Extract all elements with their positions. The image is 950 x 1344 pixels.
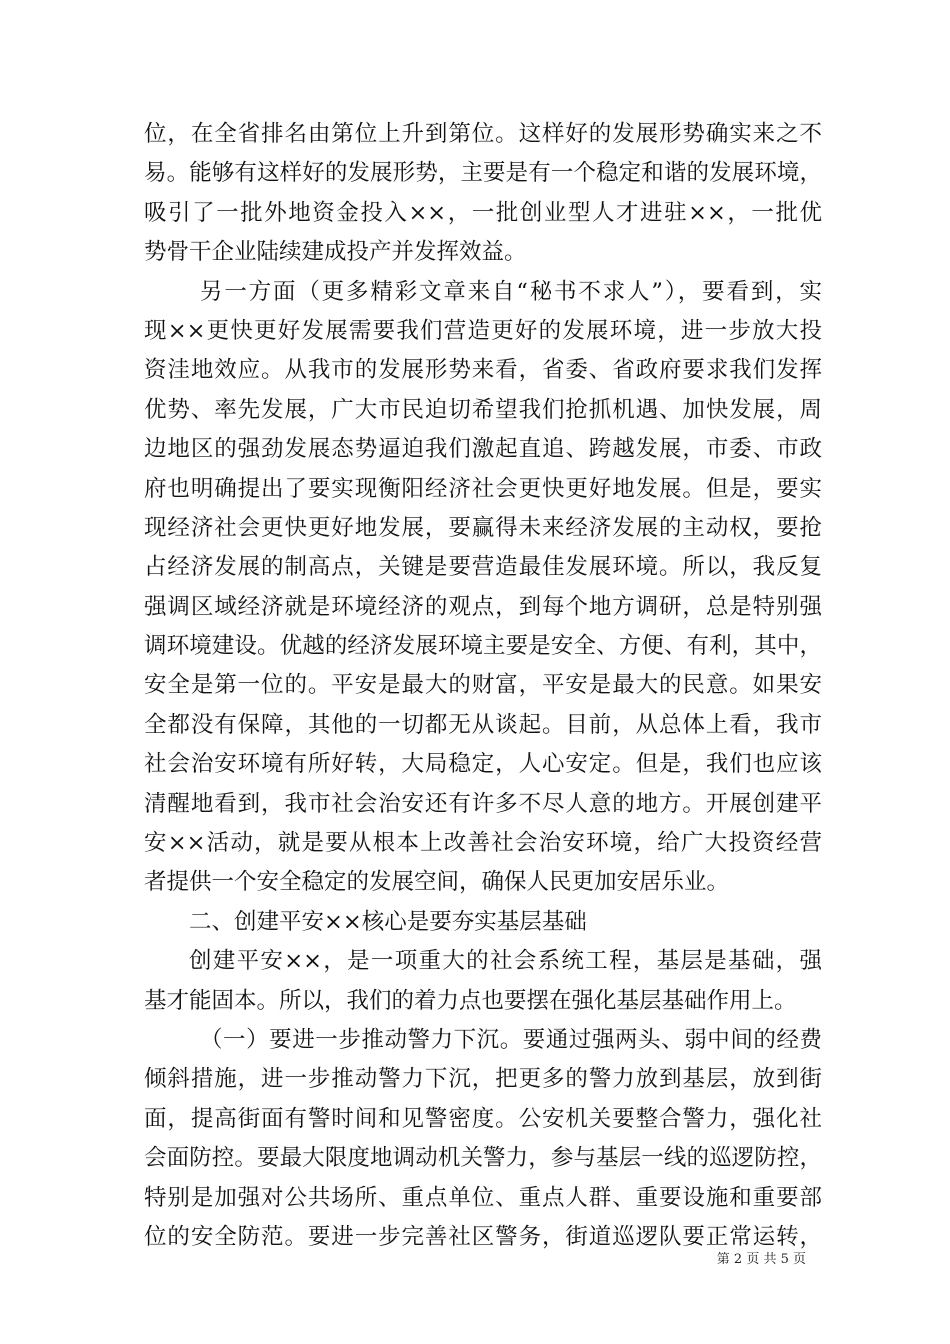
text-line: 面，提高街面有警时间和见警密度。公安机关要整合警力，强化社 [144, 1105, 822, 1132]
text-line: 边地区的强劲发展态势逼迫我们激起直追、跨越发展，市委、市政 [144, 436, 822, 463]
text-line: 特别是加强对公共场所、重点单位、重点人群、重要设施和重要部 [144, 1184, 822, 1211]
text-line: 现××更快更好发展需要我们营造更好的发展环境，进一步放大投 [144, 317, 822, 344]
text-line: 安××活动，就是要从根本上改善社会治安环境，给广大投资经营 [144, 830, 822, 857]
text-line: 清醒地看到，我市社会治安还有许多不尽人意的地方。开展创建平 [144, 790, 822, 817]
text-line: 会面防控。要最大限度地调动机关警力，参与基层一线的巡逻防控， [144, 1145, 822, 1172]
text-line: 资洼地效应。从我市的发展形势来看，省委、省政府要求我们发挥 [144, 357, 822, 384]
text-line: 强调区域经济就是环境经济的观点，到每个地方调研，总是特别强 [144, 593, 822, 620]
text-line: 另一方面（更多精彩文章来自“秘书不求人”），要看到，实 [200, 278, 822, 305]
text-line: 吸引了一批外地资金投入××，一批创业型人才进驻××，一批优 [144, 199, 822, 226]
text-line: （一）要进一步推动警力下沉。要通过强两头、弱中间的经费 [200, 1026, 822, 1053]
text-line: 势骨干企业陆续建成投产并发挥效益。 [144, 239, 527, 266]
text-line: 位，在全省排名由第位上升到第位。这样好的发展形势确实来之不 [144, 121, 822, 147]
text-line: 位的安全防范。要进一步完善社区警务，街道巡逻队要正常运转， [144, 1223, 822, 1250]
text-line: 社会治安环境有所好转，大局稳定，人心安定。但是，我们也应该 [144, 751, 822, 778]
text-line: 易。能够有这样好的发展形势，主要是有一个稳定和谐的发展环境， [144, 160, 822, 187]
text-line: 者提供一个安全稳定的发展空间，确保人民更加安居乐业。 [144, 869, 730, 896]
text-line: 现经济社会更快更好地发展，要赢得未来经济发展的主动权，要抢 [144, 514, 822, 541]
text-line: 府也明确提出了要实现衡阳经济社会更快更好地发展。但是，要实 [144, 475, 822, 502]
page-number: 第 2 页 共 5 页 [716, 1252, 806, 1267]
text-line: 全都没有保障，其他的一切都无从谈起。目前，从总体上看，我市 [144, 711, 822, 738]
text-line: 调环境建设。优越的经济发展环境主要是安全、方便、有利，其中， [144, 633, 822, 660]
text-line: 基才能固本。所以，我们的着力点也要摆在强化基层基础作用上。 [144, 987, 797, 1014]
text-line: 倾斜措施，进一步推动警力下沉，把更多的警力放到基层，放到街 [144, 1066, 822, 1093]
text-line: 安全是第一位的。平安是最大的财富，平安是最大的民意。如果安 [144, 672, 822, 699]
text-line: 优势、率先发展，广大市民迫切希望我们抢抓机遇、加快发展，周 [144, 396, 822, 423]
text-line: 占经济发展的制高点，关键是要营造最佳发展环境。所以，我反复 [144, 554, 822, 581]
body-text [144, 115, 822, 1257]
section-heading: 二、创建平安××核心是要夯实基层基础 [189, 908, 587, 935]
text-line: 创建平安××，是一项重大的社会系统工程，基层是基础，强 [189, 948, 822, 975]
